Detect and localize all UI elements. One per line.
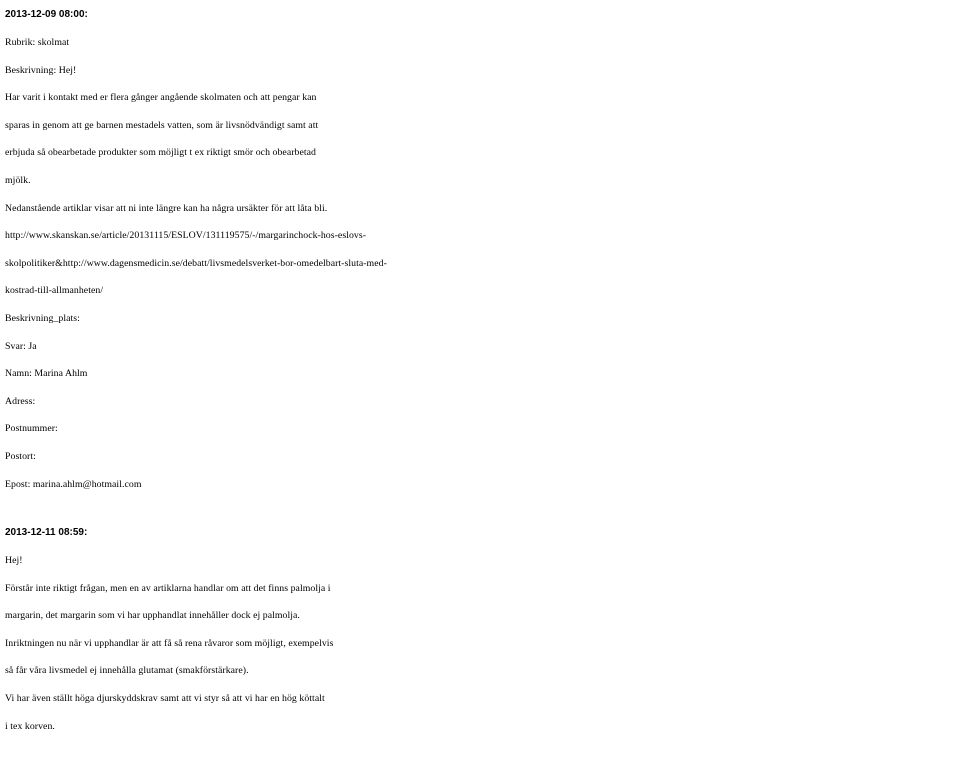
entry-2013-12-09 (5, 0, 956, 498)
address-line: Adress: (5, 395, 36, 407)
body-line: Förstår inte riktigt frågan, men en av artiklarna handlar om att det finns palmolja i (5, 582, 331, 594)
reply-line: Svar: Ja (5, 340, 37, 352)
body-line: i tex korven. (5, 720, 55, 732)
url-line: kostrad-till-allmanheten/ (5, 285, 104, 297)
description-line: Beskrivning: Hej! (5, 64, 77, 76)
url-line: skolpolitiker&http://www.dagensmedicin.se/debatt/livsmedelsverket-bor-omedelbart-sluta-med- (5, 257, 387, 269)
url-line: http://www.skanskan.se/article/20131115/ESLOV/131119575/-/margarinchock-hos-eslovs- (5, 230, 367, 242)
body-line: margarin, det margarin som vi har upphandlat innehåller dock ej palmolja. (5, 610, 300, 622)
section-spacer (5, 498, 956, 519)
email-line: Epost: marina.ahlm@hotmail.com (5, 478, 142, 490)
entry-2013-12-11 (5, 519, 956, 740)
city-line: Postort: (5, 450, 36, 462)
name-line: Namn: Marina Ahlm (5, 368, 88, 380)
body-line: erbjuda så obearbetade produkter som möjligt t ex riktigt smör och obearbetad (5, 147, 316, 159)
body-line: Inriktningen nu när vi upphandlar är att få så rena råvaror som möjligt, exempelvis (5, 637, 334, 649)
body-line: Vi har även ställt höga djurskyddskrav samt att vi styr så att vi har en hög köttalt (5, 693, 325, 705)
body-line: sparas in genom att ge barnen mestadels vatten, som är livsnödvändigt samt att (5, 119, 319, 131)
body-line: Har varit i kontakt med er flera gånger angående skolmaten och att pengar kan (5, 92, 317, 104)
place-description-line: Beskrivning_plats: (5, 312, 80, 324)
entry-timestamp-heading: 2013-12-09 08:00: (5, 9, 88, 20)
body-line: Nedanstående artiklar visar att ni inte längre kan ha några ursäkter för att låta bli. (5, 202, 328, 214)
subject-line: Rubrik: skolmat (5, 37, 70, 48)
body-line: så får våra livsmedel ej innehålla glutamat (smakförstärkare). (5, 665, 249, 677)
entry-timestamp-heading: 2013-12-11 08:59: (5, 527, 88, 539)
body-line: mjölk. (5, 174, 31, 186)
greeting-line: Hej! (5, 555, 23, 567)
postal-code-line: Postnummer: (5, 423, 58, 435)
